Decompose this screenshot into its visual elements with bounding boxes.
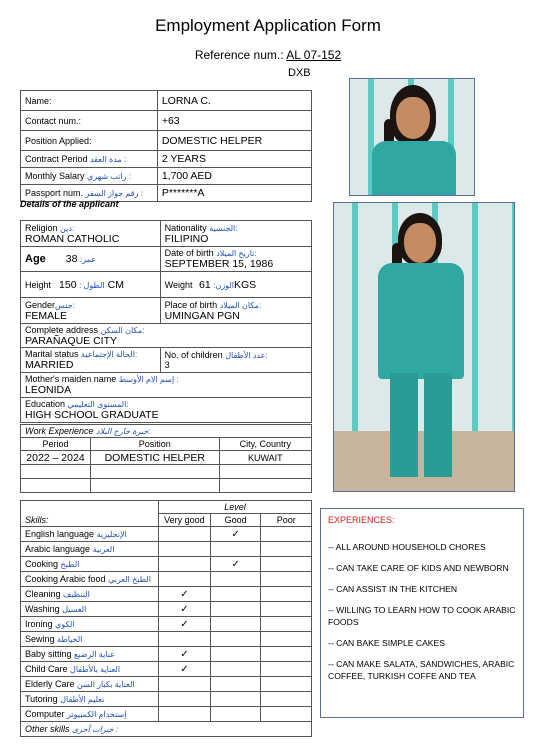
check-mark-icon: ✓ [180, 618, 189, 630]
skill-level-cell [210, 602, 261, 617]
details-row [21, 272, 312, 298]
skill-name: Sewing الخياطة [21, 632, 159, 647]
details-row [21, 247, 312, 272]
work-period [21, 479, 91, 493]
skill-level-cell [210, 587, 261, 602]
work-position [90, 479, 219, 493]
skill-level-cell [261, 572, 312, 587]
skill-row [21, 647, 312, 662]
summary-value: 1,700 AED [157, 168, 311, 185]
skill-name: Child Care العناية بالأطفال [21, 662, 159, 677]
work-position [90, 465, 219, 479]
other-skills-row [21, 722, 312, 737]
skill-level-cell [261, 707, 312, 722]
skill-level-cell [210, 647, 261, 662]
form-title: Employment Application Form [155, 16, 381, 35]
details-row [21, 348, 312, 373]
skill-level-cell [261, 662, 312, 677]
summary-row-contact [21, 111, 312, 131]
summary-value: DOMESTIC HELPER [157, 131, 311, 151]
summary-row-position [21, 131, 312, 151]
experience-item: -- CAN BAKE SIMPLE CAKES [328, 638, 446, 648]
skill-level-cell [261, 542, 312, 557]
summary-row-salary [21, 168, 312, 185]
work-period [21, 465, 91, 479]
summary-label: Contact num.: [21, 111, 158, 131]
experience-item: -- CAN MAKE SALATA, SANDWICHES, ARABIC COFFEE, TURKISH COFFE AND TEA [328, 659, 515, 681]
nationality-cell: Nationality الجنسية: FILIPINO [160, 221, 311, 247]
skill-name: Cooking الطبخ [21, 557, 159, 572]
skill-row [21, 617, 312, 632]
skill-level-cell [261, 557, 312, 572]
work-period: 2022 – 2024 [21, 451, 91, 465]
skill-level-cell [210, 707, 261, 722]
other-skills-label: Other skills خبرات أخرى : [21, 722, 312, 737]
skill-level-cell [210, 662, 261, 677]
work-city [219, 479, 311, 493]
dob-cell: Date of birth تاريخ الميلاد: SEPTEMBER 15, 1986 [160, 247, 311, 272]
skill-level-cell [158, 572, 210, 587]
skill-level-cell [158, 587, 210, 602]
check-mark-icon: ✓ [180, 648, 189, 660]
pob-cell: Place of birth مكان الميلاد: UMINGAN PGN [160, 298, 311, 324]
check-mark-icon: ✓ [231, 528, 240, 540]
education-cell: Education المستوى التعليمي: HIGH SCHOOL GRADUATE [21, 398, 312, 423]
skills-blank [21, 501, 159, 514]
height-cell: Height الطول : 150 CM [21, 272, 161, 298]
experience-item: -- ALL AROUND HOUSEHOLD CHORES [328, 542, 486, 552]
skill-row [21, 557, 312, 572]
skill-level-cell [158, 632, 210, 647]
summary-value: 2 YEARS [157, 151, 311, 168]
skill-level-cell [261, 527, 312, 542]
work-title-row [21, 425, 312, 438]
children-cell: No. of children عدد الأطفال: 3 [160, 348, 311, 373]
details-row [21, 398, 312, 423]
skill-name: Ironing الكوي [21, 617, 159, 632]
skills-heading: Skills: [21, 514, 159, 527]
work-header-period: Period [21, 438, 91, 451]
work-title: Work Experience خبرة خارج البلاد: [21, 425, 312, 438]
skill-level-cell [158, 662, 210, 677]
summary-label: Passport num. رقم جواز السفر : [21, 185, 158, 202]
skill-level-cell [261, 647, 312, 662]
skill-level-cell [210, 617, 261, 632]
summary-label: Monthly Salary راتب شهري : [21, 168, 158, 185]
reference-label: Reference num.: [194, 48, 284, 62]
summary-value: P*******A [157, 185, 311, 202]
details-heading: Details of the applicant [20, 199, 119, 209]
skill-level-cell [261, 587, 312, 602]
skill-level-cell [261, 602, 312, 617]
skill-level-cell [158, 617, 210, 632]
skill-name: English language الإنجليزية [21, 527, 159, 542]
skill-name: Computer إستخدام الكمبيوتر [21, 707, 159, 722]
age-cell: Age عمر: 38 [21, 247, 161, 272]
check-mark-icon: ✓ [180, 663, 189, 675]
details-row [21, 324, 312, 348]
skills-table [20, 500, 312, 737]
details-table [20, 220, 312, 423]
skill-name: Arabic language العربية [21, 542, 159, 557]
level-good: Good [210, 514, 261, 527]
skill-level-cell [261, 677, 312, 692]
experience-item: -- CAN ASSIST IN THE KITCHEN [328, 584, 458, 594]
work-row [21, 479, 312, 493]
skill-level-cell [210, 692, 261, 707]
skill-name: Tutoring تعليم الأطفال [21, 692, 159, 707]
weight-cell: Weight الوزن: 61KGS [160, 272, 311, 298]
religion-cell: Religion دين: ROMAN CATHOLIC [21, 221, 161, 247]
skill-level-cell [158, 557, 210, 572]
check-mark-icon: ✓ [231, 558, 240, 570]
summary-label: Name: [21, 91, 158, 111]
work-header-row [21, 438, 312, 451]
skill-row [21, 542, 312, 557]
work-header-city: City, Country [219, 438, 311, 451]
summary-row-name [21, 91, 312, 111]
skill-level-cell [210, 677, 261, 692]
skills-level-row [21, 501, 312, 514]
skill-row [21, 692, 312, 707]
skill-name: Baby sitting عناية الرضيع [21, 647, 159, 662]
mother-cell: Mother's maiden name إسم الام الأوسط : LEONIDA [21, 373, 312, 398]
experiences-heading: EXPERIENCES: [328, 515, 395, 525]
work-city: KUWAIT [219, 451, 311, 465]
skill-level-cell [158, 527, 210, 542]
level-heading: Level [158, 501, 311, 514]
skill-row [21, 632, 312, 647]
skill-row [21, 677, 312, 692]
skills-rows [21, 527, 312, 722]
level-very-good: Very good [158, 514, 210, 527]
skill-name: Elderly Care العناية بكبار السن [21, 677, 159, 692]
work-header-position: Position [90, 438, 219, 451]
reference-line [0, 48, 536, 62]
check-mark-icon: ✓ [180, 603, 189, 615]
skill-row [21, 572, 312, 587]
experience-item: -- CAN TAKE CARE OF KIDS AND NEWBORN [328, 563, 509, 573]
details-row [21, 221, 312, 247]
skill-level-cell [261, 617, 312, 632]
work-city [219, 465, 311, 479]
skill-level-cell [158, 647, 210, 662]
summary-value: LORNA C. [157, 91, 311, 111]
skill-level-cell [158, 677, 210, 692]
summary-label: Contract Period مدة العقد : [21, 151, 158, 168]
experience-item: -- WILLING TO LEARN HOW TO COOK ARABIC FOODS [328, 605, 516, 627]
applicant-photo-full [333, 202, 515, 492]
skills-header-row [21, 514, 312, 527]
experiences-box [320, 508, 524, 718]
work-position: DOMESTIC HELPER [90, 451, 219, 465]
skill-level-cell [158, 692, 210, 707]
level-poor: Poor [261, 514, 312, 527]
skill-name: Cooking Arabic food الطبخ العربي [21, 572, 159, 587]
address-cell: Complete address مكان السكن: PARAÑAQUE CITY [21, 324, 312, 348]
skill-name: Washing الغسيل [21, 602, 159, 617]
skill-row [21, 587, 312, 602]
summary-value: +63 [157, 111, 311, 131]
skill-level-cell [210, 542, 261, 557]
reference-number: AL 07-152 [286, 48, 342, 62]
skill-name: Cleaning التنظيف [21, 587, 159, 602]
skill-level-cell [261, 692, 312, 707]
skill-level-cell [261, 632, 312, 647]
skill-level-cell [158, 542, 210, 557]
location-code: DXB [288, 67, 311, 79]
skill-row [21, 707, 312, 722]
work-experience-table [20, 424, 312, 493]
applicant-photo-portrait [349, 78, 475, 196]
summary-table [20, 90, 312, 202]
details-row [21, 298, 312, 324]
skill-row [21, 602, 312, 617]
check-mark-icon: ✓ [180, 588, 189, 600]
summary-label: Position Applied: [21, 131, 158, 151]
skill-level-cell [210, 557, 261, 572]
skill-level-cell [210, 527, 261, 542]
summary-row-contract [21, 151, 312, 168]
skill-level-cell [158, 707, 210, 722]
work-row [21, 451, 312, 465]
details-row [21, 373, 312, 398]
skill-level-cell [210, 632, 261, 647]
skill-row [21, 527, 312, 542]
skill-level-cell [210, 572, 261, 587]
work-row [21, 465, 312, 479]
skill-row [21, 662, 312, 677]
gender-cell: Genderجنس: FEMALE [21, 298, 161, 324]
skill-level-cell [158, 602, 210, 617]
marital-cell: Marital status الحالة الإجتماعية: MARRIED [21, 348, 161, 373]
